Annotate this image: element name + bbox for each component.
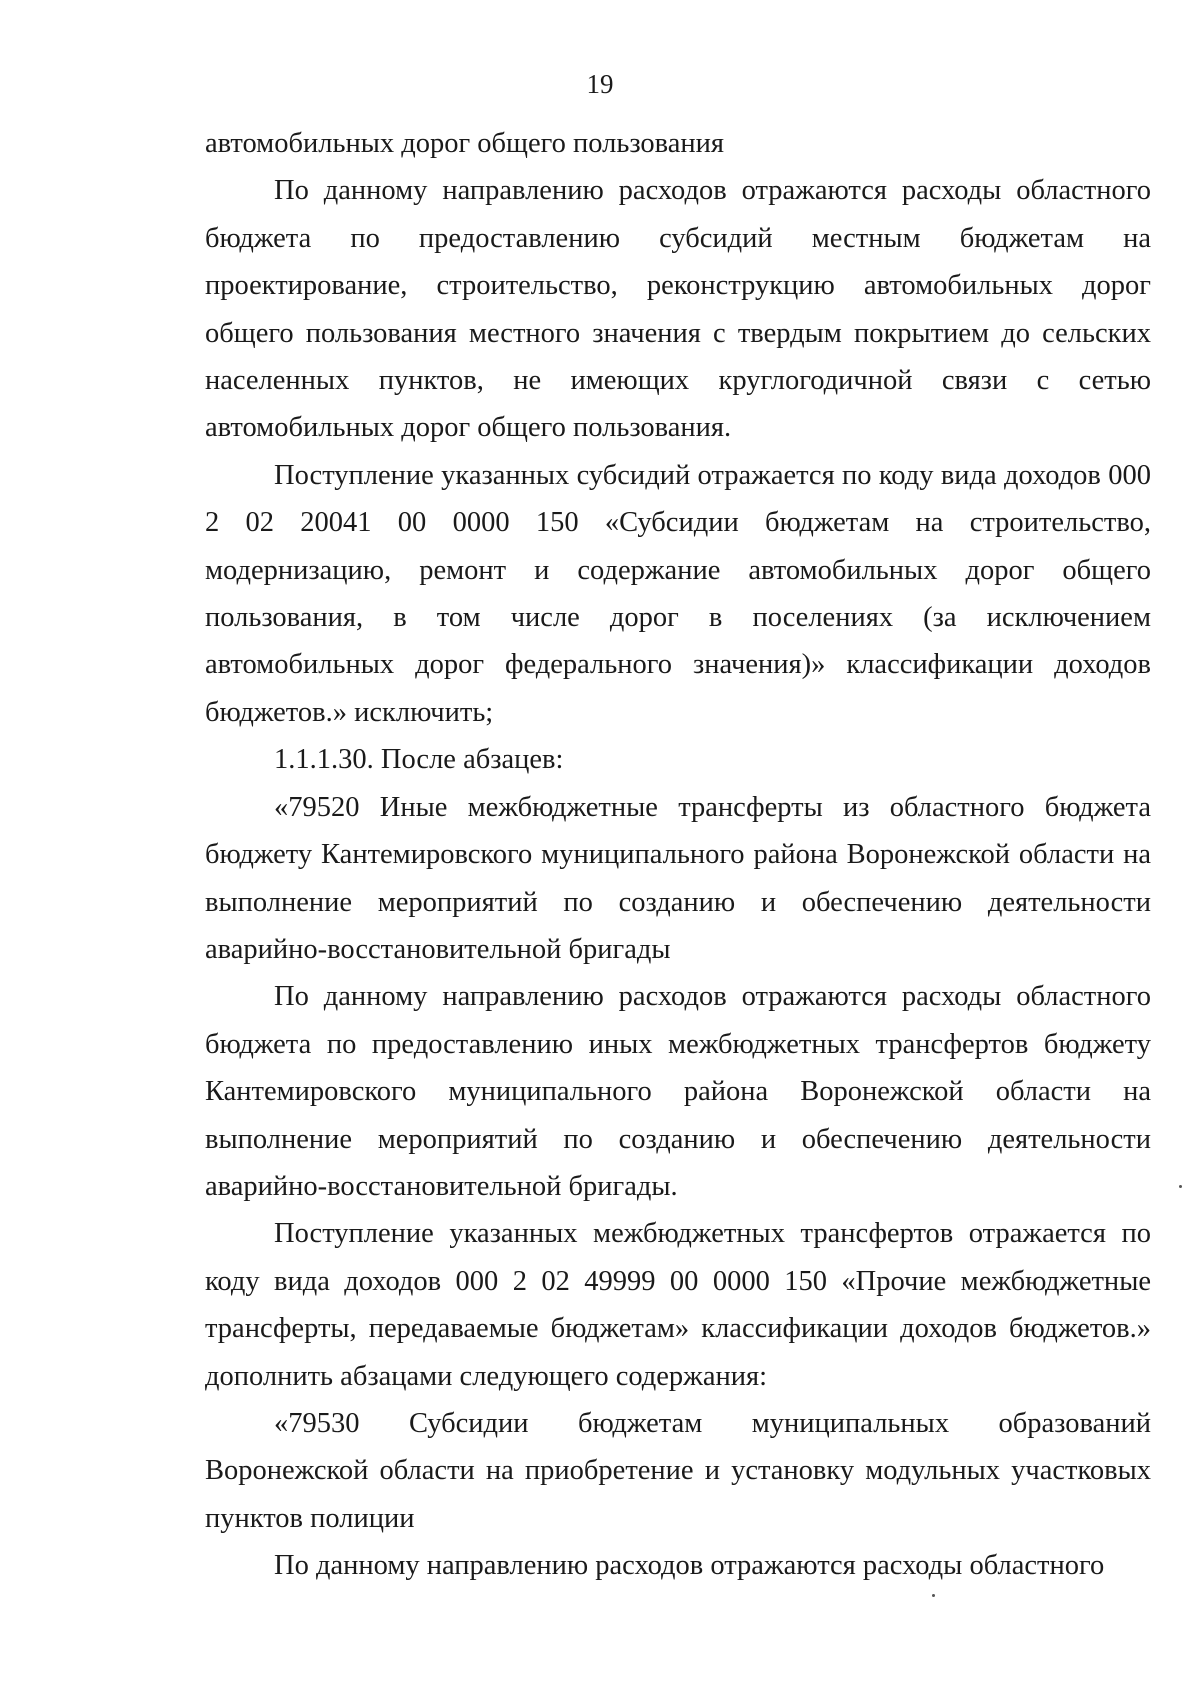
paragraph: По данному направлению расходов отражаются расходы областного бюджета по предоставлению субсидий местным бюджетам на проектирование, строительство, реконструкцию автомобильных дорог общего пользования местного значения с твердым покрытием до сельских населенных пунктов, не имеющих круглогодичной связи с сетью автомобильных дорог общего пользования. — [205, 175, 1151, 444]
paragraph-continuation: автомобильных дорог общего пользования — [205, 128, 725, 159]
paragraph: «79530 Субсидии бюджетам муниципальных образований Воронежской области на приобретение и установку модульных участковых пунктов полиции — [205, 1407, 1151, 1534]
paragraph: Поступление указанных субсидий отражается по коду вида доходов 000 2 02 20041 00 0000 150 «Субсидии бюджетам на строительство, модернизацию, ремонт и содержание автомобильных дорог общего пользования, в том числе дорог в поселениях (за исключением автомобильных дорог федерального значения)» классификации доходов бюджетов.» исключить; — [205, 459, 1151, 728]
paragraph: Поступление указанных межбюджетных трансфертов отражается по коду вида доходов 000 2 02 49999 00 0000 150 «Прочие межбюджетные трансферты, передаваемые бюджетам» классификации доходов бюджетов.» дополнить абзацами следующего содержания: — [205, 1218, 1151, 1392]
page-number: 19 — [586, 69, 614, 99]
scan-speck — [1179, 1185, 1182, 1188]
scan-speck — [932, 1594, 935, 1597]
document-body — [205, 120, 1151, 1590]
paragraph-truncated: По данному направлению расходов отражаются расходы областного — [274, 1550, 1105, 1582]
paragraph: «79520 Иные межбюджетные трансферты из областного бюджета бюджету Кантемировского муниципального района Воронежской области на выполнение мероприятий по созданию и обеспечению деятельности аварийно-восстановительной бригады — [205, 791, 1151, 965]
paragraph: По данному направлению расходов отражаются расходы областного бюджета по предоставлению иных межбюджетных трансфертов бюджету Кантемировского муниципального района Воронежской области на выполнение мероприятий по созданию и обеспечению деятельности аварийно-восстановительной бригады. — [205, 981, 1151, 1202]
paragraph-clause-heading: 1.1.1.30. После абзацев: — [274, 744, 564, 776]
